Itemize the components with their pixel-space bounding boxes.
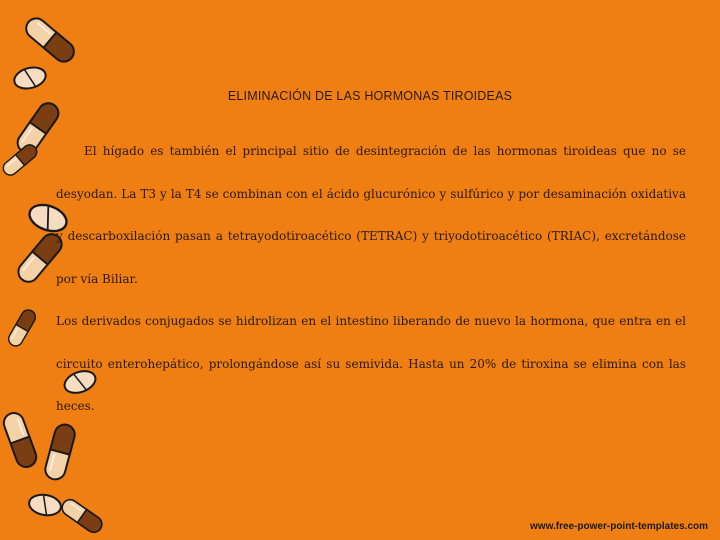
slide-title: ELIMINACIÓN DE LAS HORMONAS TIROIDEAS <box>227 89 513 103</box>
tablet-icon <box>28 492 63 517</box>
capsule-icon <box>1 410 39 469</box>
slide-body <box>56 130 686 428</box>
template-url-footer: www.free-power-point-templates.com <box>530 521 708 532</box>
capsule-icon <box>43 422 77 481</box>
paragraph-1: El hígado es también el principal sitio de desintegración de las hormonas tiroideas que no se desyodan. La T3 y la T4 se combinan con el ácido glucurónico y sulfúrico y por desaminación oxidativa y descarboxilación pasan a tetrayodotiroacético (TETRAC) y triyodotiroacético (TRIAC), excretándose por vía Biliar. <box>56 144 686 286</box>
capsule-icon <box>22 14 78 65</box>
capsule-icon <box>14 99 63 156</box>
capsule-icon <box>59 497 105 536</box>
capsule-icon <box>6 308 38 349</box>
tablet-icon <box>12 64 48 92</box>
paragraph-2: Los derivados conjugados se hidrolizan en el intestino liberando de nuevo la hormona, que entra en el circuito enterohepático, prolongándose así su semivida. Hasta un 20% de tiroxina se elimina con las heces. <box>56 314 686 413</box>
